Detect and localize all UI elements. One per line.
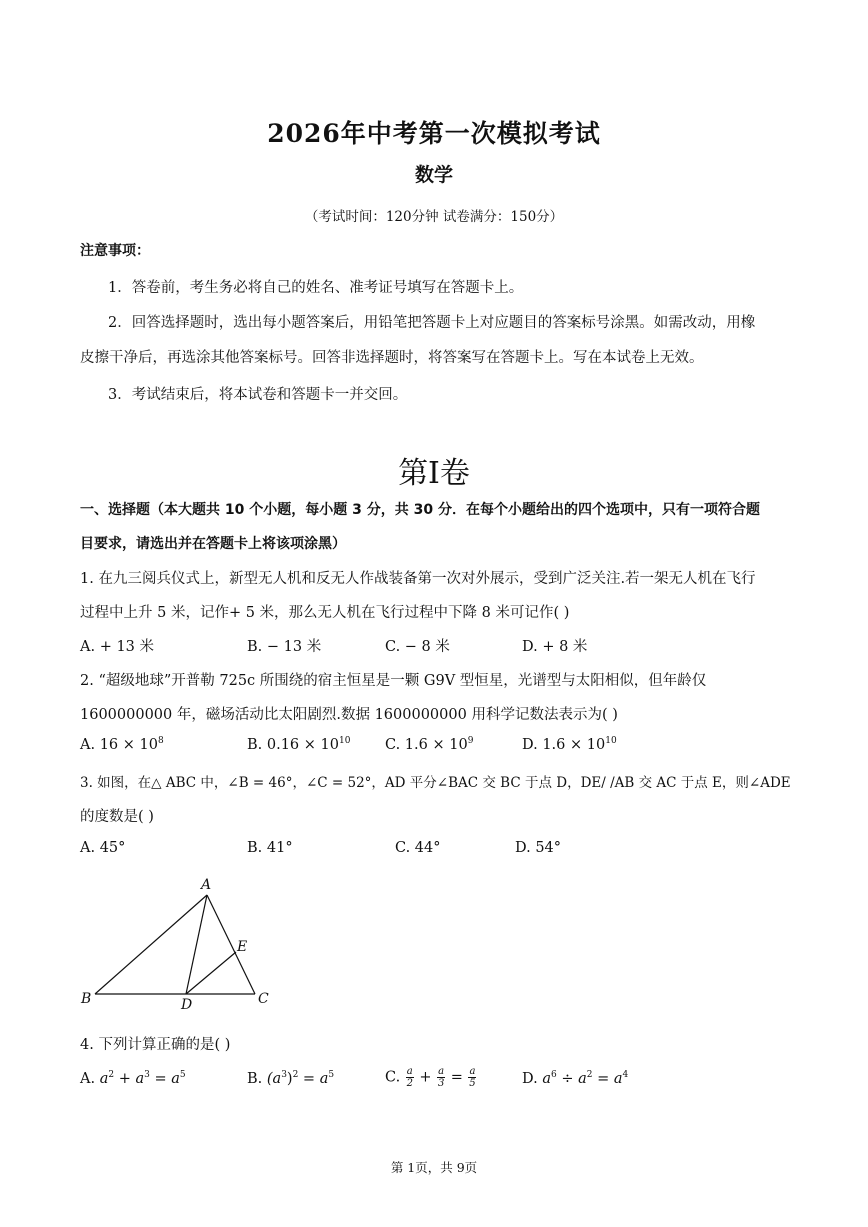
q3-stem-line2: 的度数是( ) (80, 809, 154, 825)
volume-title: 第I卷 (398, 456, 470, 491)
section-1-heading-line1: 一、选择题（本大题共 10 个小题，每小题 3 分，共 30 分．在每个小题给出的四个选项中，只有一项符合题 (80, 502, 760, 518)
q2-stem-line2: 1600000000 年，磁场活动比太阳剧烈.数据 1600000000 用科学记数法表示为( ) (80, 707, 618, 723)
q3-option-d: D. 54° (515, 840, 562, 856)
q2-option-c: C. $1.6 \times 10^9$ (385, 736, 474, 753)
exam-title: 2026年中考第一次模拟考试 (267, 119, 601, 148)
section-1-heading-line2: 目要求，请选出并在答题卡上将该项涂黑） (80, 536, 346, 552)
q2-stem-line1: 2. “超级地球”开普勒 725c 所围绕的宿主恒星是一颗 G9V 型恒星，光谱型与太阳相似，但年龄仅 (80, 673, 707, 689)
exam-subject: 数学 (414, 164, 453, 186)
q4-option-b: B. $(a^3)^2 = a^5$ (247, 1070, 335, 1087)
point-label-b: B (81, 991, 92, 1007)
notice-item-2-cont: 皮擦干净后，再选涂其他答案标号。回答非选择题时，将答案写在答题卡上。写在本试卷上无效。 (80, 350, 704, 366)
point-label-c: C (258, 991, 269, 1007)
q1-stem-line2: 过程中上升 5 米，记作+ 5 米，那么无人机在飞行过程中下降 8 米可记作( ) (80, 605, 570, 621)
notice-heading: 注意事项： (80, 243, 150, 259)
fraction-a-over-3: $\frac{a}{3}$ (437, 1066, 445, 1089)
q1-option-b: B. − 13 米 (247, 639, 322, 655)
point-label-e: E (237, 939, 248, 955)
q3-triangle-figure (75, 872, 285, 1012)
segment-ac (207, 895, 255, 994)
q4-option-d: D. $a^6 \div a^2 = a^4$ (522, 1070, 629, 1087)
fraction-a-over-5: $\frac{a}{5}$ (469, 1066, 476, 1089)
exam-info: （考试时间：120分钟 试卷满分：150分） (304, 209, 564, 225)
q3-option-a: A. 45° (80, 840, 126, 856)
page-footer: 第 1页，共 9页 (390, 1160, 478, 1175)
notice-item-2: 2．回答选择题时，选出每小题答案后，用铅笔把答题卡上对应题目的答案标号涂黑。如需改动，用橡 (108, 315, 756, 331)
q1-stem-line1: 1. 在九三阅兵仪式上，新型无人机和反无人作战装备第一次对外展示，受到广泛关注.若一架无人机在飞行 (80, 571, 756, 587)
fraction-a-over-2: $\frac{a}{2}$ (406, 1066, 413, 1089)
point-label-d: D (181, 997, 193, 1012)
q3-option-c: C. 44° (395, 840, 441, 856)
q4-stem: 4. 下列计算正确的是( ) (80, 1037, 231, 1053)
q4-option-a: A. $a^2 + a^3 = a^5$ (80, 1070, 186, 1087)
q3-stem-line1: 3. 如图，在△ ABC 中，∠B = 46°，∠C = 52°，AD 平分∠BAC 交 BC 于点 D，DE/ /AB 交 AC 于点 E，则∠ADE (80, 775, 791, 791)
q2-option-d: D. $1.6 \times 10^{10}$ (522, 736, 617, 753)
point-label-a: A (201, 877, 212, 893)
q3-option-b: B. 41° (247, 840, 293, 856)
segment-ab (95, 895, 207, 994)
q2-option-b: B. $0.16 \times 10^{10}$ (247, 736, 351, 753)
notice-item-3: 3．考试结束后，将本试卷和答题卡一并交回。 (108, 387, 408, 403)
q4-option-c: C. $\frac{a}{2}$ + $\frac{a}{3}$ = $\frac{a}{5}$ (385, 1066, 476, 1089)
q1-option-a: A. + 13 米 (80, 639, 155, 655)
q2-option-a: A. $16 \times 10^8$ (80, 736, 164, 753)
q1-option-d: D. + 8 米 (522, 639, 588, 655)
notice-item-1: 1．答卷前，考生务必将自己的姓名、准考证号填写在答题卡上。 (108, 280, 524, 296)
q1-option-c: C. − 8 米 (385, 639, 450, 655)
